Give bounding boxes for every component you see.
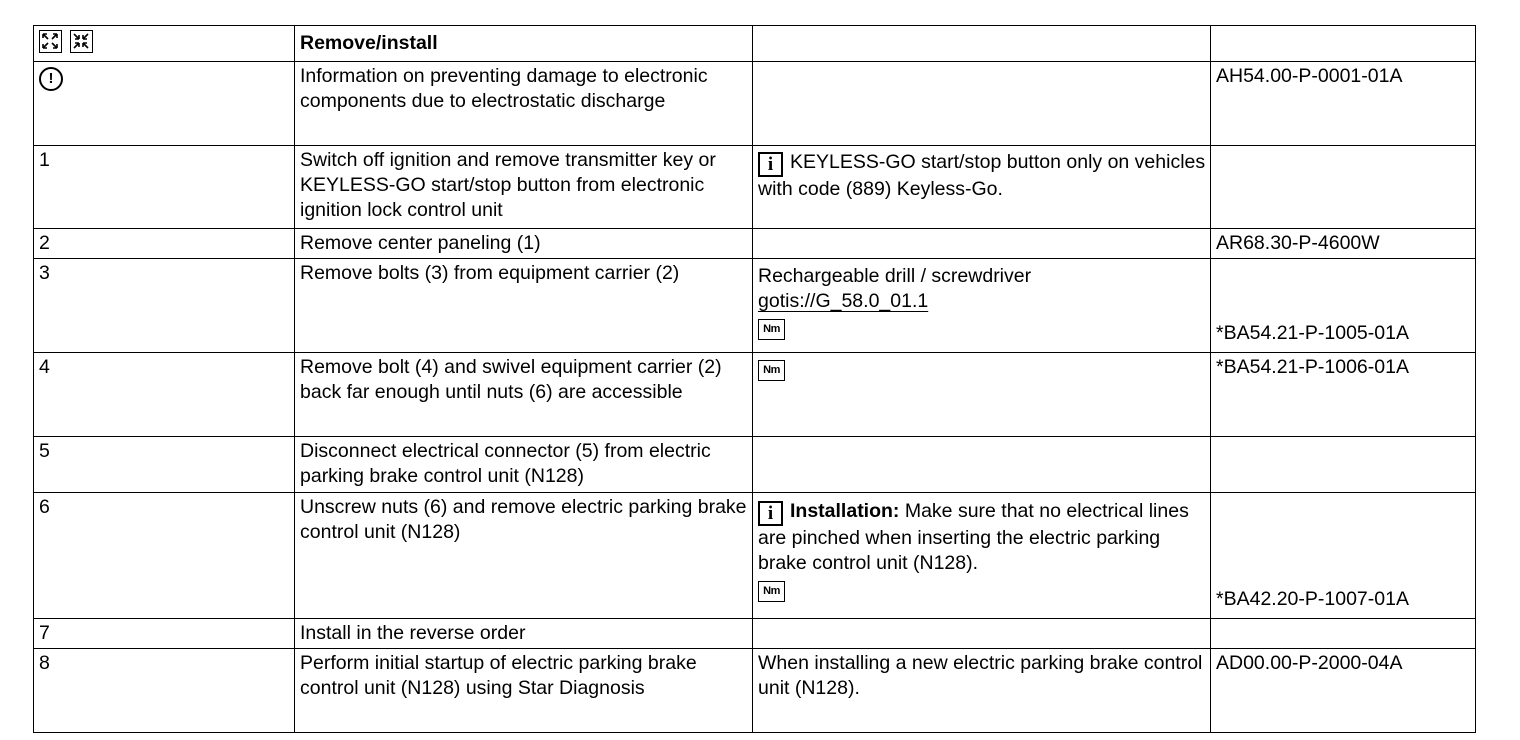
- step-note: [753, 353, 1211, 437]
- step-ref[interactable]: *BA54.21-P-1006-01A: [1211, 353, 1476, 437]
- procedure-table: [33, 25, 1476, 733]
- header-icons-cell: [34, 26, 295, 62]
- header-empty-cell: [1211, 26, 1476, 62]
- header-title: Remove/install: [295, 26, 753, 62]
- step-note: [753, 493, 1211, 619]
- esd-warning-icon: !: [39, 67, 63, 91]
- table-row: [34, 493, 1476, 619]
- step-ref: [1211, 259, 1476, 353]
- table-row: [34, 229, 1476, 259]
- step-ref-link[interactable]: *BA42.20-P-1007-01A: [1216, 588, 1409, 610]
- table-row: [34, 353, 1476, 437]
- step-note: [753, 259, 1211, 353]
- table-row: [34, 619, 1476, 649]
- step-text: Unscrew nuts (6) and remove electric parking brake control unit (N128): [295, 493, 753, 619]
- torque-icon[interactable]: Nm: [758, 319, 785, 340]
- step-note: [753, 62, 1211, 146]
- step-ref: [1211, 493, 1476, 619]
- step-text: Switch off ignition and remove transmitter key or KEYLESS-GO start/stop button from electronic ignition lock control unit: [295, 146, 753, 229]
- table-row: [34, 437, 1476, 493]
- torque-icon[interactable]: Nm: [758, 360, 785, 381]
- esd-icon-cell: [34, 62, 295, 146]
- table-row: [34, 146, 1476, 229]
- header-empty-cell: [753, 26, 1211, 62]
- step-ref[interactable]: [1211, 146, 1476, 229]
- step-note: [753, 619, 1211, 649]
- step-note-label: Installation:: [790, 500, 900, 522]
- step-text: Remove bolt (4) and swivel equipment carrier (2) back far enough until nuts (6) are accessible: [295, 353, 753, 437]
- step-number: 6: [34, 493, 295, 619]
- step-number: 4: [34, 353, 295, 437]
- table-header-row: [34, 26, 1476, 62]
- step-note-text: Make sure that no electrical lines are pinched when inserting the electric parking brake control unit (N128).: [758, 500, 1189, 574]
- step-number: 7: [34, 619, 295, 649]
- step-note: [753, 146, 1211, 229]
- step-text: Remove bolts (3) from equipment carrier (2): [295, 259, 753, 353]
- step-number: 8: [34, 649, 295, 733]
- step-number: 5: [34, 437, 295, 493]
- step-number: 2: [34, 229, 295, 259]
- step-text: Install in the reverse order: [295, 619, 753, 649]
- step-ref[interactable]: AD00.00-P-2000-04A: [1211, 649, 1476, 733]
- step-note-text: Rechargeable drill / screwdriver: [758, 265, 1032, 287]
- step-ref[interactable]: [1211, 619, 1476, 649]
- table-row: [34, 259, 1476, 353]
- table-row-esd: [34, 62, 1476, 146]
- step-text: Information on preventing damage to electronic components due to electrostatic discharge: [295, 62, 753, 146]
- step-note-text: KEYLESS-GO start/stop button only on vehicles with code (889) Keyless-Go.: [758, 151, 1206, 200]
- step-text: Disconnect electrical connector (5) from electric parking brake control unit (N128): [295, 437, 753, 493]
- step-ref-link[interactable]: *BA54.21-P-1005-01A: [1216, 322, 1409, 344]
- collapse-icon[interactable]: [70, 30, 93, 53]
- step-ref[interactable]: AR68.30-P-4600W: [1211, 229, 1476, 259]
- step-note: [753, 229, 1211, 259]
- step-ref[interactable]: [1211, 437, 1476, 493]
- expand-icon[interactable]: [39, 30, 62, 53]
- step-text: Perform initial startup of electric parking brake control unit (N128) using Star Diagnosis: [295, 649, 753, 733]
- tool-link[interactable]: gotis://G_58.0_01.1: [758, 290, 929, 312]
- info-icon: i: [758, 501, 783, 526]
- step-note: When installing a new electric parking brake control unit (N128).: [753, 649, 1211, 733]
- torque-icon[interactable]: Nm: [758, 581, 785, 602]
- step-text: Remove center paneling (1): [295, 229, 753, 259]
- step-number: 1: [34, 146, 295, 229]
- info-icon: i: [758, 152, 783, 177]
- table-row: [34, 649, 1476, 733]
- step-number: 3: [34, 259, 295, 353]
- step-ref[interactable]: AH54.00-P-0001-01A: [1211, 62, 1476, 146]
- step-note: [753, 437, 1211, 493]
